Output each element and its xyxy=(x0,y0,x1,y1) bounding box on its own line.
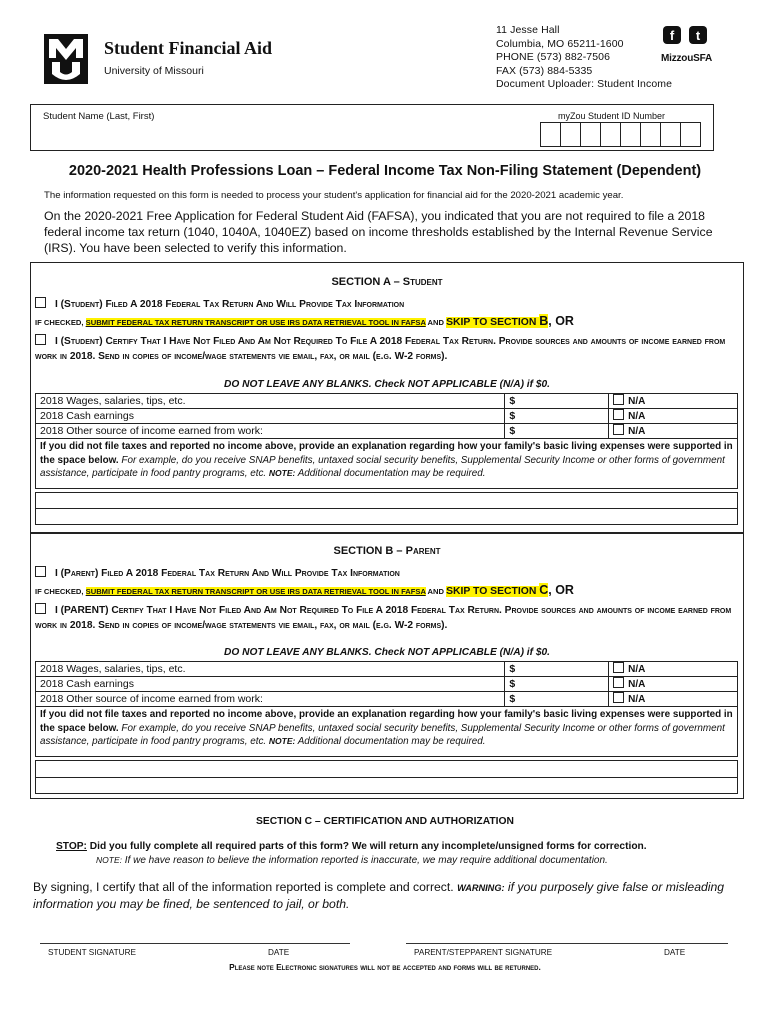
checkbox[interactable] xyxy=(35,297,46,308)
amount-field[interactable]: $ xyxy=(505,677,609,692)
university-name: University of Missouri xyxy=(104,65,204,77)
org-name: Student Financial Aid xyxy=(104,38,273,58)
id-digit-cell[interactable] xyxy=(620,122,641,147)
checkbox[interactable] xyxy=(613,424,624,435)
id-digit-cell[interactable] xyxy=(540,122,561,147)
explanation-line-input[interactable] xyxy=(35,492,738,509)
student-id-label: myZou Student ID Number xyxy=(558,111,666,121)
amount-field[interactable]: $ xyxy=(505,409,609,424)
na-option[interactable]: N/A xyxy=(609,692,738,707)
section-b-note: IF CHECKED, SUBMIT FEDERAL TAX RETURN TRANSCRIPT OR USE IRS DATA RETRIEVAL TOOL IN FAFSA AND SKIP TO SECTION C, OR xyxy=(35,583,574,597)
checkbox[interactable] xyxy=(35,334,46,345)
income-label: 2018 Wages, salaries, tips, etc. xyxy=(36,662,505,677)
section-b-option-not-filed[interactable]: I (PARENT) Certify That I Have Not Filed And Am Not Required To File A 2018 Federal Tax Return. Provide sources and amounts of income earned from work in 2018. Send in copies of income/wage statements vie email, fax, or mail (e.g. W-2 forms). xyxy=(35,605,732,631)
section-a-income-table xyxy=(35,393,738,439)
checkbox[interactable] xyxy=(35,566,46,577)
certification-text: By signing, I certify that all of the information reported is complete and correct. WARNING: if you purposely give false or misleading information you may be fined, be sentenced to jail, or both. xyxy=(33,880,725,911)
parent-signature-line[interactable] xyxy=(406,943,728,944)
na-option[interactable]: N/A xyxy=(609,677,738,692)
na-option[interactable]: N/A xyxy=(609,662,738,677)
amount-field[interactable]: $ xyxy=(505,662,609,677)
checkbox[interactable] xyxy=(613,409,624,420)
section-a-option-filed[interactable]: I (Student) Filed A 2018 Federal Tax Return And Will Provide Tax Information xyxy=(35,297,404,310)
uploader-line: Document Uploader: Student Income xyxy=(496,78,673,91)
id-digit-cell[interactable] xyxy=(680,122,701,147)
phone-line: PHONE (573) 882-7506 xyxy=(496,51,611,64)
id-digit-cell[interactable] xyxy=(580,122,601,147)
amount-field[interactable]: $ xyxy=(505,692,609,707)
section-b-income-table xyxy=(35,661,738,707)
table-row xyxy=(36,692,738,707)
section-b-explanation-prompt: If you did not file taxes and reported no income above, provide an explanation regarding how your family's basic living expenses were supported in the space below. For example, do you receive SNAP benefits, untaxed social security benefits, Supplemental Security Income or other forms of government assistance, participate in food pantry programs, etc. NOTE: Additional documentation may be required. xyxy=(35,706,738,757)
amount-field[interactable]: $ xyxy=(505,424,609,439)
social-links xyxy=(663,26,707,44)
explanation-line-input[interactable] xyxy=(35,760,738,778)
section-a-explanation-prompt: If you did not file taxes and reported no income above, provide an explanation regarding how your family's basic living expenses were supported in the space below. For example, do you receive SNAP benefits, untaxed social security benefits, Supplemental Security Income or other forms of government assistance, participate in food pantry programs, etc. NOTE: Additional documentation may be required. xyxy=(35,438,738,489)
income-label: 2018 Other source of income earned from work: xyxy=(36,424,505,439)
id-digit-cell[interactable] xyxy=(600,122,621,147)
income-label: 2018 Wages, salaries, tips, etc. xyxy=(36,394,505,409)
student-id-field[interactable] xyxy=(541,122,701,147)
checkbox[interactable] xyxy=(613,692,624,703)
facebook-icon[interactable]: f xyxy=(663,26,681,44)
income-label: 2018 Cash earnings xyxy=(36,677,505,692)
form-title: 2020-2021 Health Professions Loan – Federal Income Tax Non-Filing Statement (Dependent) xyxy=(68,163,702,179)
na-option[interactable]: N/A xyxy=(609,394,738,409)
section-a-title: SECTION A – Student xyxy=(331,276,443,288)
stop-note: NOTE: If we have reason to believe the information reported is inaccurate, we may require additional documentation. xyxy=(96,855,608,866)
fax-line: FAX (573) 884-5335 xyxy=(496,64,593,77)
section-b-title: SECTION B – Parent xyxy=(333,545,441,557)
section-b-option-filed[interactable]: I (Parent) Filed A 2018 Federal Tax Return And Will Provide Tax Information xyxy=(35,566,400,579)
social-handle: MizzouSFA xyxy=(661,53,712,64)
section-a-no-blanks: DO NOT LEAVE ANY BLANKS. Check NOT APPLICABLE (N/A) if $0. xyxy=(223,379,551,390)
student-signature-line[interactable] xyxy=(40,943,350,944)
section-b-no-blanks: DO NOT LEAVE ANY BLANKS. Check NOT APPLICABLE (N/A) if $0. xyxy=(223,647,551,658)
address-line: Columbia, MO 65211-1600 xyxy=(496,37,624,50)
checkbox[interactable] xyxy=(613,677,624,688)
fafsa-text: On the 2020-2021 Free Application for Federal Student Aid (FAFSA), you indicated that you are not required to file a 2018 federal income tax return (1040, 1040A, 1040EZ) based on income thresholds established by the Internal Revenue Service (IRS). You have been selected to verify this information. xyxy=(44,209,713,255)
income-label: 2018 Cash earnings xyxy=(36,409,505,424)
income-label: 2018 Other source of income earned from work: xyxy=(36,692,505,707)
student-name-label: Student Name (Last, First) xyxy=(43,111,155,122)
parent-signature-label: PARENT/STEPPARENT SIGNATURE xyxy=(414,948,553,957)
date-label: DATE xyxy=(268,948,290,957)
checkbox[interactable] xyxy=(613,662,624,673)
intro-text: The information requested on this form is needed to process your student's application for financial aid for the 2020-2021 academic year. xyxy=(44,190,624,201)
explanation-line-input[interactable] xyxy=(35,777,738,794)
id-digit-cell[interactable] xyxy=(640,122,661,147)
amount-field[interactable]: $ xyxy=(505,394,609,409)
table-row xyxy=(36,424,738,439)
student-signature-label: STUDENT SIGNATURE xyxy=(48,948,136,957)
section-a-option-not-filed[interactable]: I (Student) Certify That I Have Not Filed And Am Not Required To File A 2018 Federal Tax Return. Provide sources and amounts of income earned from work in 2018. Send in copies of income/wage statements vie email, fax, or mail (e.g. W-2 forms). xyxy=(35,336,726,362)
date-label: DATE xyxy=(664,948,686,957)
na-option[interactable]: N/A xyxy=(609,409,738,424)
explanation-line-input[interactable] xyxy=(35,508,738,525)
id-digit-cell[interactable] xyxy=(660,122,681,147)
twitter-icon[interactable]: t xyxy=(689,26,707,44)
stop-notice: STOP: Did you fully complete all required parts of this form? We will return any incomplete/unsigned forms for correction. xyxy=(56,841,647,852)
checkbox[interactable] xyxy=(613,394,624,405)
mu-logo-icon xyxy=(44,34,88,84)
contact-address xyxy=(496,24,672,92)
table-row xyxy=(36,662,738,677)
checkbox[interactable] xyxy=(35,603,46,614)
id-digit-cell[interactable] xyxy=(560,122,581,147)
table-row xyxy=(36,677,738,692)
table-row xyxy=(36,409,738,424)
table-row xyxy=(36,394,738,409)
address-line: 11 Jesse Hall xyxy=(496,24,560,36)
section-a-note: IF CHECKED, SUBMIT FEDERAL TAX RETURN TRANSCRIPT OR USE IRS DATA RETRIEVAL TOOL IN FAFSA AND SKIP TO SECTION B, OR xyxy=(35,314,574,328)
section-c-title: SECTION C – CERTIFICATION AND AUTHORIZATION xyxy=(256,816,514,827)
final-note: Please note Electronic signatures will not be accepted and forms will be returned. xyxy=(229,962,541,972)
na-option[interactable]: N/A xyxy=(609,424,738,439)
